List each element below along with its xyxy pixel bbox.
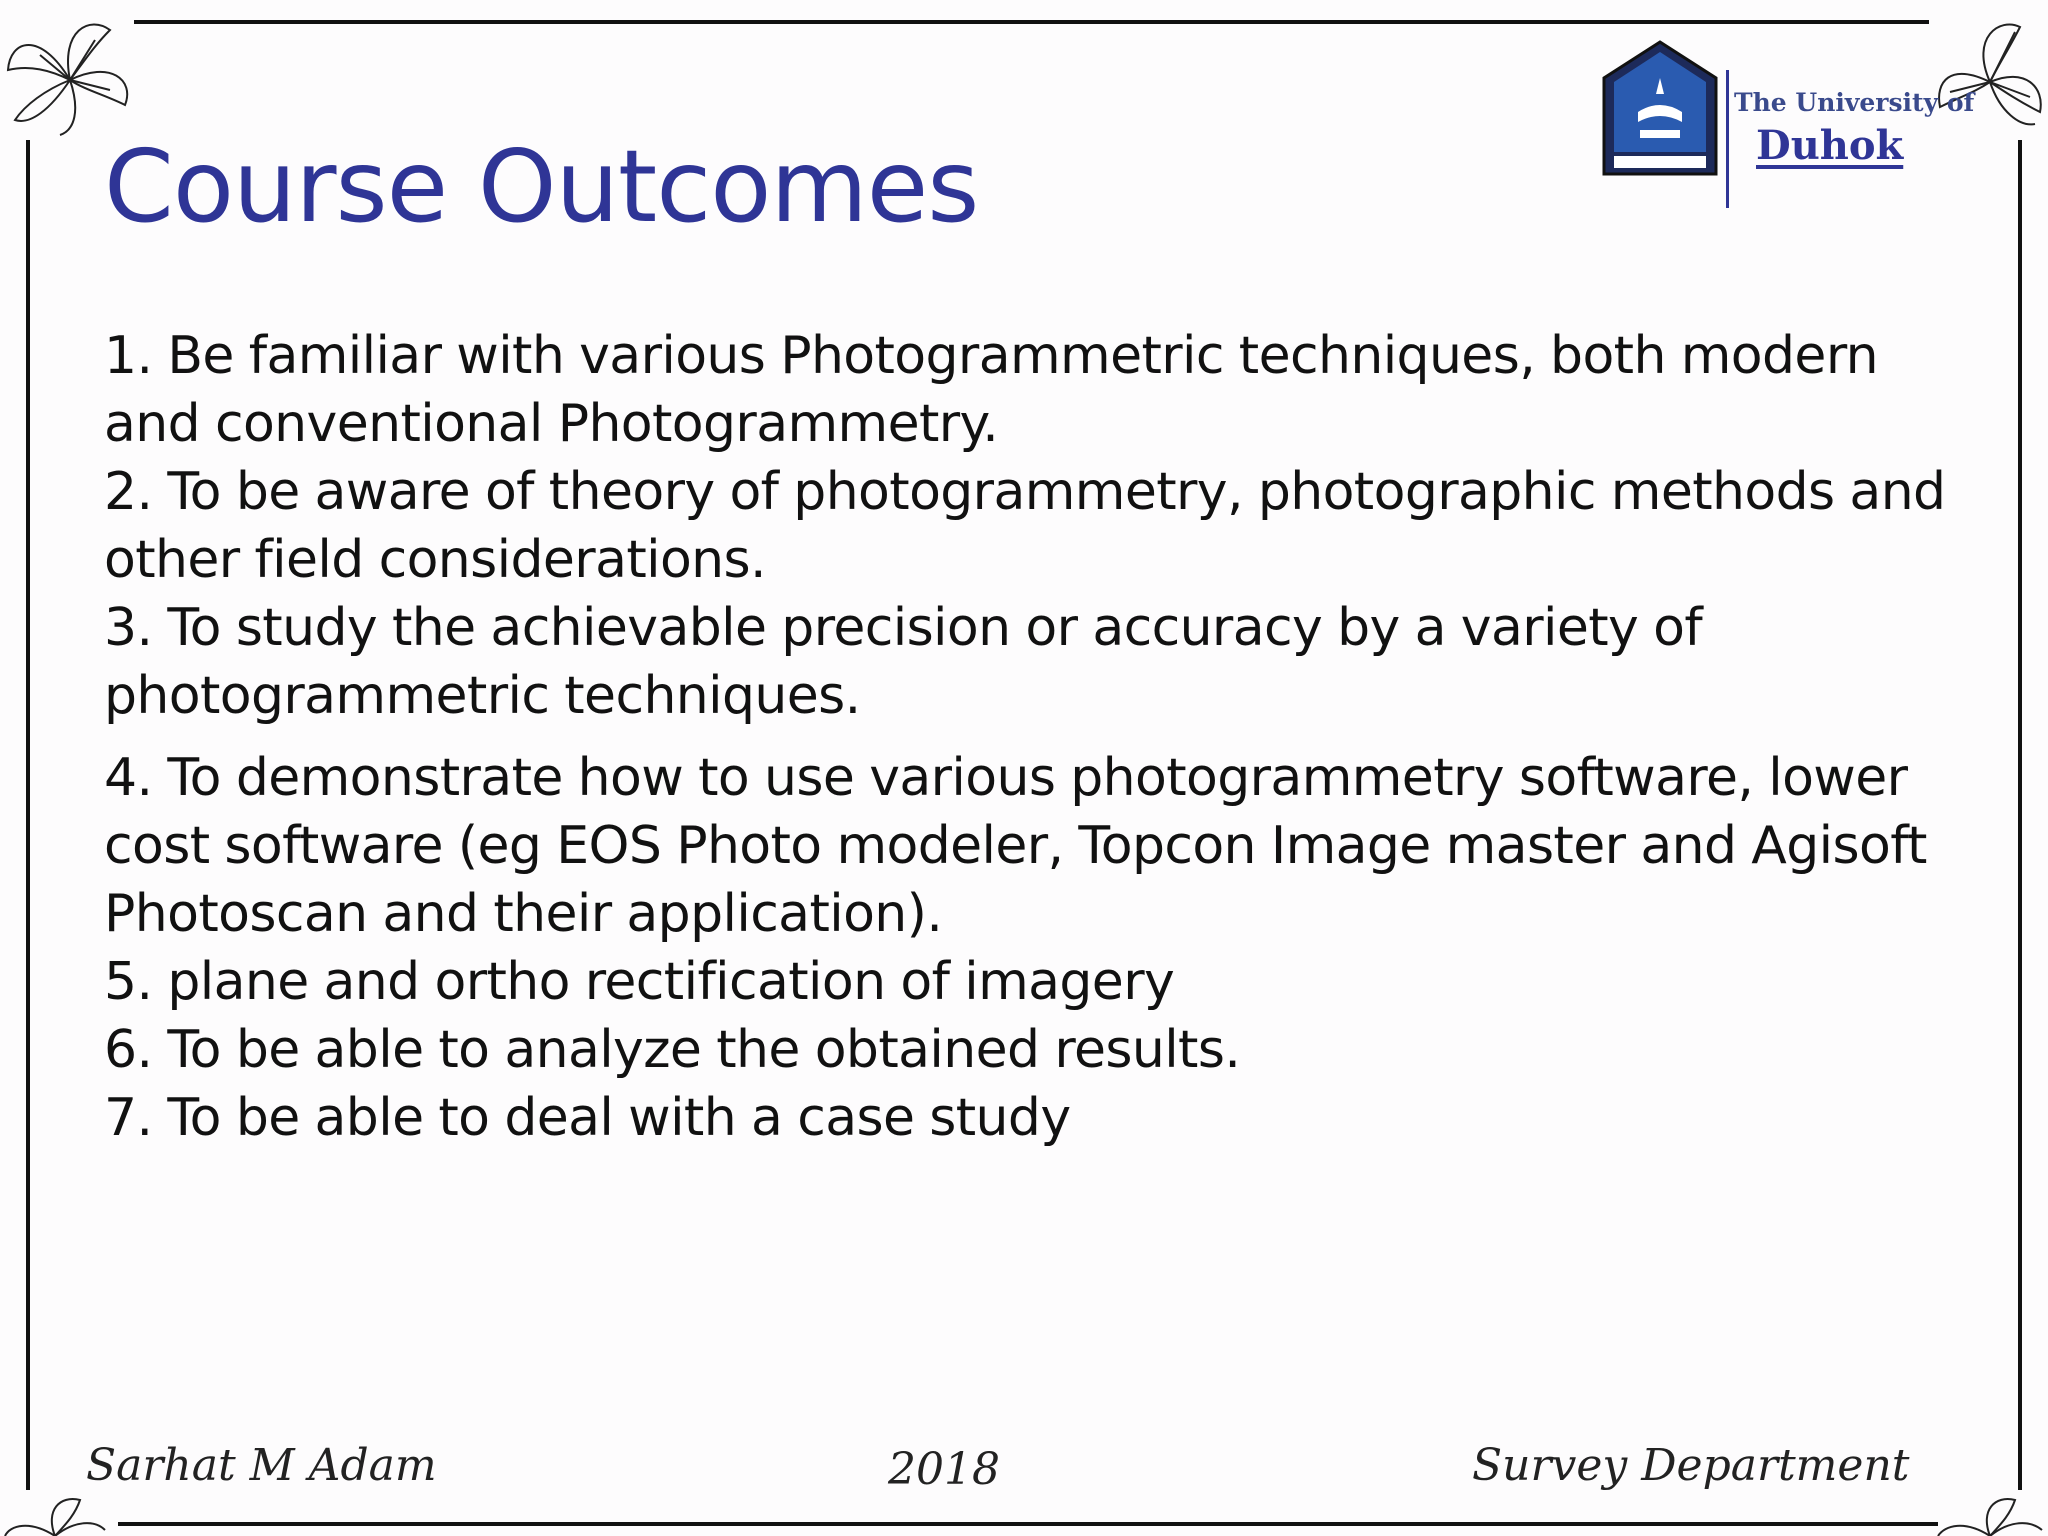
lily-corner-icon [1930,12,2048,140]
outcome-item: 2. To be aware of theory of photogrammetry, photographic methods and other field considerations. [104,462,1946,590]
lily-corner-icon [1930,1490,2048,1536]
outcome-item: 7. To be able to deal with a case study [104,1088,1071,1148]
footer-department: Survey Department [1472,1440,1910,1491]
outcome-item: 3. To study the achievable precision or accuracy by a variety of photogrammetric techniques. [104,598,1703,726]
logo-university-name: Duhok [1756,122,1904,169]
frame-top-line [134,20,1929,24]
outcome-item: 4. To demonstrate how to use various photogrammetry software, lower cost software (eg EOS Photo modeler, Topcon Image master and Agisoft Photoscan and their application). [104,748,1927,944]
outcome-item: 1. Be familiar with various Photogrammetric techniques, both modern and conventional Photogrammetry. [104,326,1879,454]
lily-corner-icon [0,1490,110,1536]
university-seal-icon [1600,38,1720,178]
footer-year: 2018 [888,1444,1000,1495]
university-logo [1600,38,1975,178]
slide-title: Course Outcomes [104,128,979,245]
logo-university-label: The University of [1734,88,1975,117]
frame-bottom-line [118,1522,1938,1526]
frame-left-line [26,140,30,1490]
outcomes-list [104,322,1984,1152]
lily-corner-icon [0,10,140,140]
outcome-item: 5. plane and ortho rectification of imagery [104,952,1175,1012]
frame-right-line [2018,140,2022,1490]
outcome-item: 6. To be able to analyze the obtained results. [104,1020,1241,1080]
logo-divider [1726,70,1729,208]
footer-author: Sarhat M Adam [86,1440,437,1491]
